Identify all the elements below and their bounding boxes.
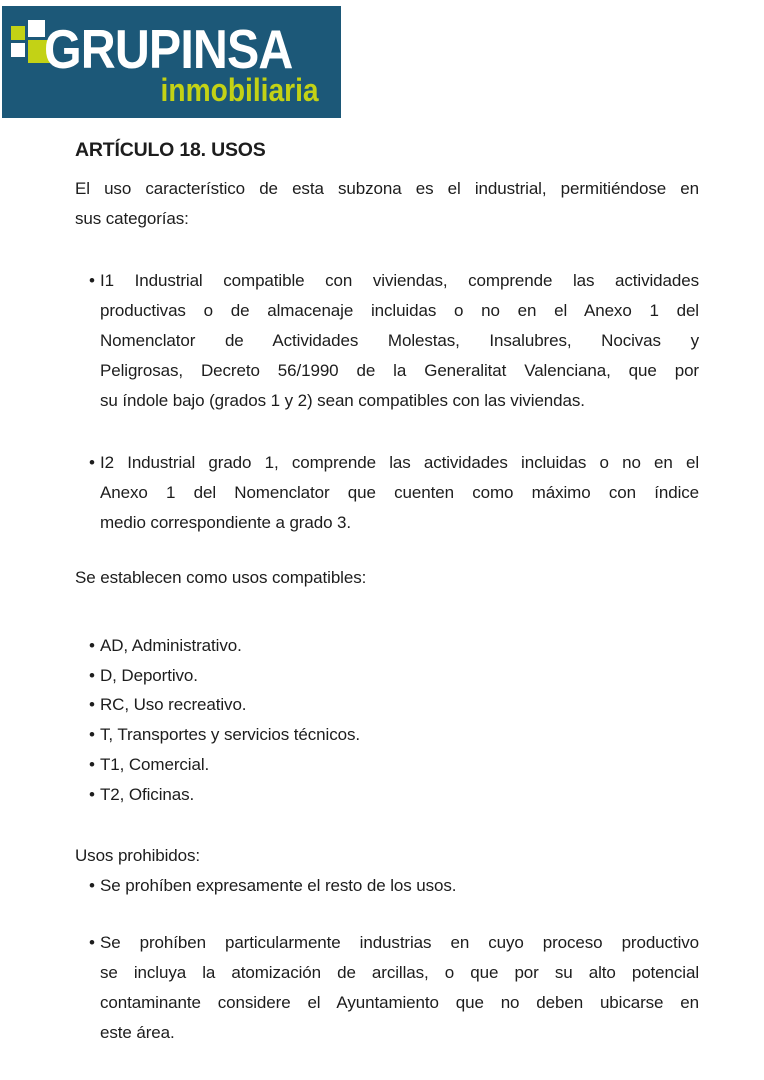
- text-line: su índole bajo (grados 1 y 2) sean compatibles con las viviendas.: [100, 391, 585, 410]
- list-item-i2-text: [100, 448, 699, 538]
- list-item: [75, 720, 699, 750]
- bullet-icon: •: [89, 725, 95, 745]
- list-item-label: T, Transportes y servicios técnicos.: [100, 725, 360, 745]
- prohibited-list-item-2: [75, 928, 699, 1048]
- bullet-icon: •: [89, 636, 95, 655]
- text-line: sus categorías:: [75, 209, 189, 228]
- text-line: Nomenclator de Actividades Molestas, Insalubres, Nocivas y: [100, 331, 699, 350]
- text-line: I1 Industrial compatible con viviendas, comprende las actividades: [100, 271, 699, 290]
- text-line: El uso característico de esta subzona es el industrial, permitiéndose en: [75, 179, 699, 198]
- bullet-icon: •: [89, 695, 95, 715]
- list-item: [75, 631, 699, 661]
- text-line: Anexo 1 del Nomenclator que cuenten como máximo con índice: [100, 483, 699, 502]
- text-line: Peligrosas, Decreto 56/1990 de la Generalitat Valenciana, que por: [100, 361, 699, 380]
- bullet-icon: •: [89, 754, 95, 774]
- logo-brand-name: GRUPINSA: [44, 18, 293, 80]
- text-line: contaminante considere el Ayuntamiento que no deben ubicarse en: [100, 993, 699, 1012]
- prohibited-uses-label: Usos prohibidos:: [75, 846, 201, 865]
- list-item-label: T2, Oficinas.: [100, 784, 195, 804]
- list-item-i2: [75, 448, 699, 538]
- list-item-i1-text: [100, 266, 699, 416]
- list-item-label: T1, Comercial.: [100, 754, 210, 774]
- text-line: medio correspondiente a grado 3.: [100, 513, 352, 532]
- list-item: [75, 661, 699, 691]
- prohibited-item-1-text: [100, 871, 699, 901]
- text-line: este área.: [100, 1023, 175, 1042]
- prohibited-item-2-text: [100, 928, 699, 1048]
- logo: [2, 6, 341, 118]
- list-item-label: RC, Uso recreativo.: [100, 695, 247, 715]
- intro-paragraph: [75, 174, 699, 234]
- text-line: Se prohíben particularmente industrias en cuyo proceso productivo: [100, 933, 699, 952]
- bullet-icon: •: [89, 933, 95, 952]
- bullet-icon: •: [89, 784, 95, 804]
- list-item: [75, 690, 699, 720]
- bullet-icon: •: [89, 665, 95, 685]
- bullet-icon: •: [89, 453, 95, 472]
- list-item: [75, 780, 699, 810]
- logo-square-white-bottom: [11, 43, 25, 57]
- list-item-i1: [75, 266, 699, 416]
- text-line: productivas o de almacenaje incluidas o no en el Anexo 1 del: [100, 301, 699, 320]
- bullet-icon: •: [89, 271, 95, 290]
- text-line: I2 Industrial grado 1, comprende las actividades incluidas o no en el: [100, 453, 699, 472]
- logo-square-white-top: [28, 20, 45, 37]
- bullet-icon: •: [89, 876, 95, 895]
- text-line: Se prohíben expresamente el resto de los usos.: [100, 876, 457, 895]
- list-item-label: D, Deportivo.: [100, 665, 198, 685]
- text-line: se incluya la atomización de arcillas, o que por su alto potencial: [100, 963, 699, 982]
- list-item-label: AD, Administrativo.: [100, 636, 242, 655]
- article-heading: ARTÍCULO 18. USOS: [75, 139, 266, 161]
- compatible-uses-list: [75, 631, 699, 809]
- logo-square-green-small: [11, 26, 25, 40]
- compatible-uses-label: Se establecen como usos compatibles:: [75, 568, 367, 587]
- logo-subtitle: inmobiliaria: [160, 72, 319, 108]
- list-item: [75, 750, 699, 780]
- prohibited-list-item-1: [75, 871, 699, 901]
